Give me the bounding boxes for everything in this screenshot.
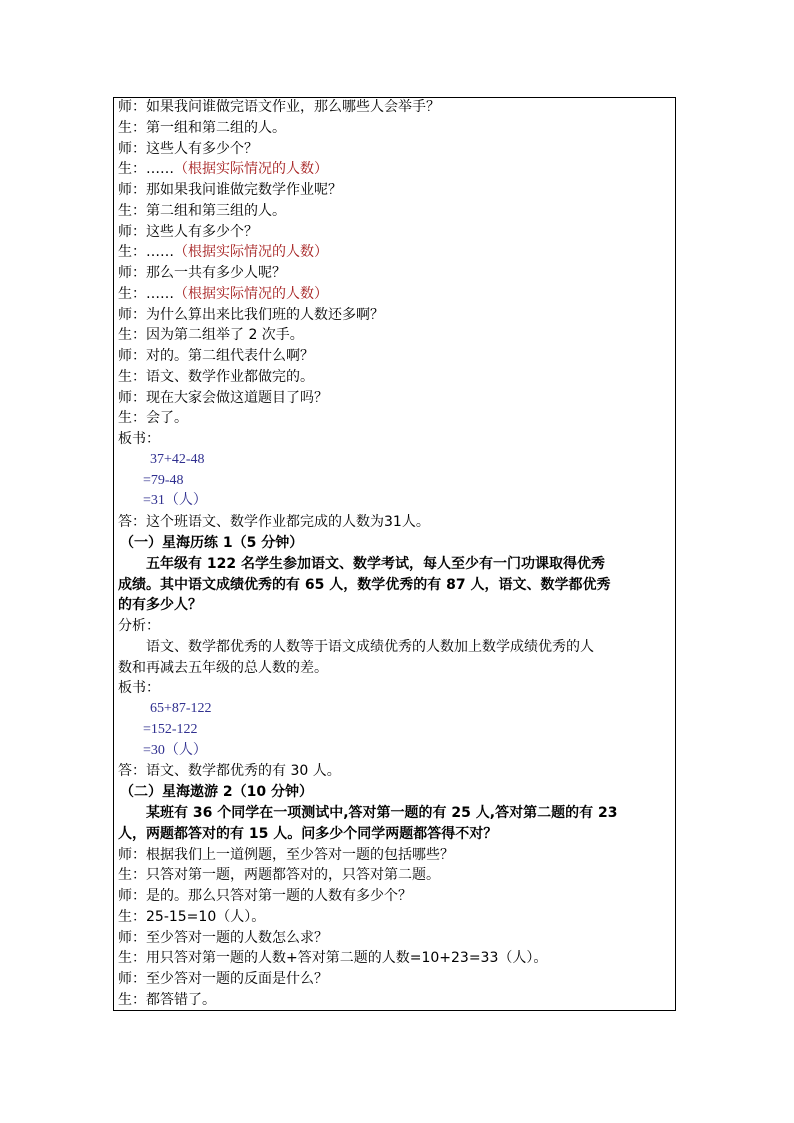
dialogue-line: 生：第二组和第三组的人。 — [118, 203, 286, 219]
teacher-note: （根据实际情况的人数） — [174, 161, 328, 177]
analysis-text: 语文、数学都优秀的人数等于语文成绩优秀的人数加上数学成绩优秀的人 — [146, 639, 594, 655]
problem-text: 某班有 36 个同学在一项测试中,答对第一题的有 25 人,答对第二题的有 23 — [146, 805, 618, 821]
dialogue-line: 生：因为第二组举了 2 次手。 — [118, 327, 304, 343]
board-calculation: 37+42-48 — [150, 452, 205, 467]
dialogue-line: 师：这些人有多少个？ — [118, 224, 258, 240]
dialogue-text: 生：…… — [118, 161, 174, 177]
problem-text: 人，两题都答对的有 15 人。问多少个同学两题都答得不对？ — [118, 826, 498, 842]
answer-line: 答：这个班语文、数学作业都完成的人数为31人。 — [118, 514, 430, 530]
board-label: 板书： — [118, 680, 160, 696]
answer-line: 答：语文、数学都优秀的有 30 人。 — [118, 763, 341, 779]
board-label: 板书： — [118, 431, 160, 447]
section-heading: （二）星海遨游 2（10 分钟） — [120, 784, 313, 800]
board-calculation: =31（人） — [143, 493, 207, 508]
board-calculation: =79-48 — [143, 473, 184, 488]
teacher-note: （根据实际情况的人数） — [174, 286, 328, 302]
analysis-text: 数和再减去五年级的总人数的差。 — [118, 660, 328, 676]
dialogue-line: 生：用只答对第一题的人数+答对第二题的人数=10+23=33（人）。 — [118, 950, 548, 966]
dialogue-line: 师：至少答对一题的人数怎么求？ — [118, 930, 328, 946]
dialogue-line: 师：如果我问谁做完语文作业，那么哪些人会举手？ — [118, 99, 440, 115]
dialogue-line — [118, 159, 328, 180]
dialogue-text: 生：…… — [118, 244, 174, 260]
dialogue-line: 生：25-15=10（人）。 — [118, 909, 266, 925]
dialogue-line — [118, 284, 328, 305]
section-heading: （一）星海历练 1（5 分钟） — [120, 535, 304, 551]
dialogue-line: 师：是的。那么只答对第一题的人数有多少个？ — [118, 888, 412, 904]
problem-text: 五年级有 122 名学生参加语文、数学考试，每人至少有一门功课取得优秀 — [146, 556, 605, 572]
dialogue-line: 生：都答错了。 — [118, 992, 216, 1008]
dialogue-line: 生：第一组和第二组的人。 — [118, 120, 286, 136]
problem-text: 成绩。其中语文成绩优秀的有 65 人，数学优秀的有 87 人，语文、数学都优秀 — [118, 577, 611, 593]
dialogue-line: 师：为什么算出来比我们班的人数还多啊？ — [118, 307, 384, 323]
board-calculation: 65+87-122 — [150, 701, 212, 716]
dialogue-line: 师：现在大家会做这道题目了吗？ — [118, 390, 328, 406]
problem-text: 的有多少人？ — [118, 597, 202, 613]
analysis-label: 分析： — [118, 618, 160, 634]
dialogue-line: 师：至少答对一题的反面是什么？ — [118, 971, 328, 987]
dialogue-line: 师：这些人有多少个？ — [118, 141, 258, 157]
board-calculation: =152-122 — [143, 722, 198, 737]
dialogue-line — [118, 242, 328, 263]
dialogue-line: 师：根据我们上一道例题，至少答对一题的包括哪些？ — [118, 847, 454, 863]
dialogue-line: 师：对的。第二组代表什么啊？ — [118, 348, 314, 364]
dialogue-line: 生：会了。 — [118, 410, 188, 426]
dialogue-line: 师：那如果我问谁做完数学作业呢？ — [118, 182, 342, 198]
board-calculation: =30（人） — [143, 743, 207, 758]
dialogue-line: 师：那么一共有多少人呢？ — [118, 265, 286, 281]
dialogue-line: 生：语文、数学作业都做完的。 — [118, 369, 314, 385]
dialogue-text: 生：…… — [118, 286, 174, 302]
teacher-note: （根据实际情况的人数） — [174, 244, 328, 260]
dialogue-line: 生：只答对第一题，两题都答对的，只答对第二题。 — [118, 867, 440, 883]
